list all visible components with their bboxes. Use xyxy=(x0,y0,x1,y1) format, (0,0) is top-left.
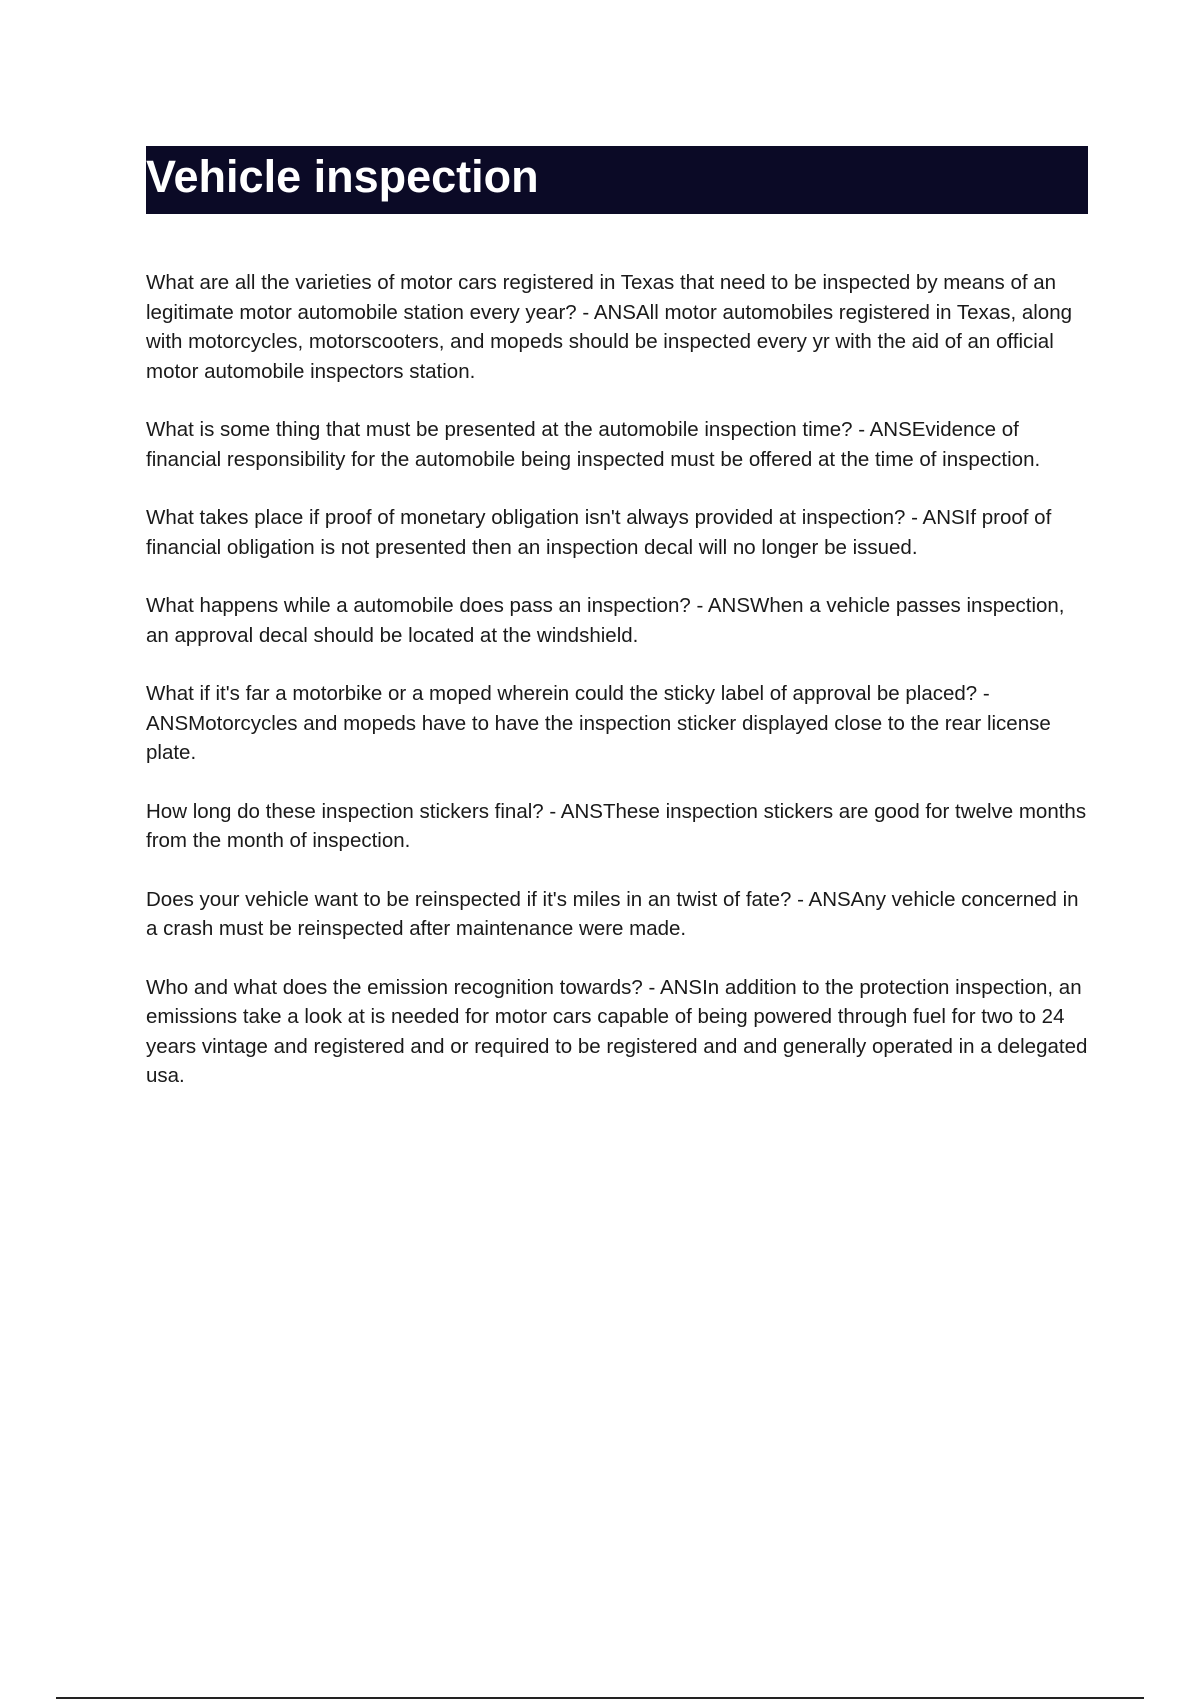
qa-separator: - xyxy=(642,975,660,999)
question-text: How long do these inspection stickers final? xyxy=(146,799,544,823)
question-text: What are all the varieties of motor cars registered in Texas that need to be inspected by means of an legitimate motor automobile station every year? xyxy=(146,271,1057,324)
footer-divider xyxy=(56,1697,1144,1699)
question-text: Does your vehicle want to be reinspected if it's miles in an twist of fate? xyxy=(146,887,792,911)
qa-separator: - xyxy=(690,594,708,617)
answer-text: ANSEvidence of financial responsibility for the automobile being inspected must be offered at the time of inspection. xyxy=(146,418,1041,471)
qa-separator: - xyxy=(905,506,923,529)
qa-item xyxy=(146,591,1092,650)
title-bar xyxy=(146,146,1088,214)
qa-separator: - xyxy=(852,418,870,441)
qa-item xyxy=(146,973,1092,1091)
answer-text: ANSIf proof of financial obligation is not presented then an inspection decal will no longer be issued. xyxy=(146,506,1052,559)
qa-item xyxy=(146,268,1092,386)
qa-separator: - xyxy=(791,887,809,911)
qa-separator: - xyxy=(543,799,561,823)
answer-text: ANSMotorcycles and mopeds have to have the inspection sticker displayed close to the rear license plate. xyxy=(146,711,1051,764)
question-text: What takes place if proof of monetary obligation isn't always provided at inspection? xyxy=(146,506,906,529)
qa-list xyxy=(146,268,1092,1120)
qa-separator: - xyxy=(977,682,990,705)
answer-text: ANSIn addition to the protection inspection, an emissions take a look at is needed for motor cars capable of being powered through fuel for two to 24 years vintage and registered and or required to be registered and and generally operated in a delegated usa. xyxy=(146,975,1088,1087)
question-text: Who and what does the emission recognition towards? xyxy=(146,975,643,999)
answer-text: ANSAll motor automobiles registered in Texas, along with motorcycles, motorscooters, and mopeds should be inspected every yr with the aid of an official motor automobile inspectors station. xyxy=(146,300,1073,383)
answer-text: ANSAny vehicle concerned in a crash must be reinspected after maintenance were made. xyxy=(146,887,1079,940)
question-text: What if it's far a motorbike or a moped wherein could the sticky label of approval be placed? xyxy=(146,682,978,705)
qa-item xyxy=(146,415,1092,474)
qa-separator: - xyxy=(576,300,594,324)
answer-text: ANSThese inspection stickers are good for twelve months from the month of inspection. xyxy=(146,799,1087,852)
question-text: What is some thing that must be presented at the automobile inspection time? xyxy=(146,418,853,441)
qa-item xyxy=(146,679,1092,768)
qa-item xyxy=(146,503,1092,562)
page-title: Vehicle inspection xyxy=(146,151,539,202)
question-text: What happens while a automobile does pass an inspection? xyxy=(146,594,691,617)
qa-item xyxy=(146,885,1092,944)
qa-item xyxy=(146,797,1092,856)
answer-text: ANSWhen a vehicle passes inspection, an approval decal should be located at the windshield. xyxy=(146,594,1065,647)
